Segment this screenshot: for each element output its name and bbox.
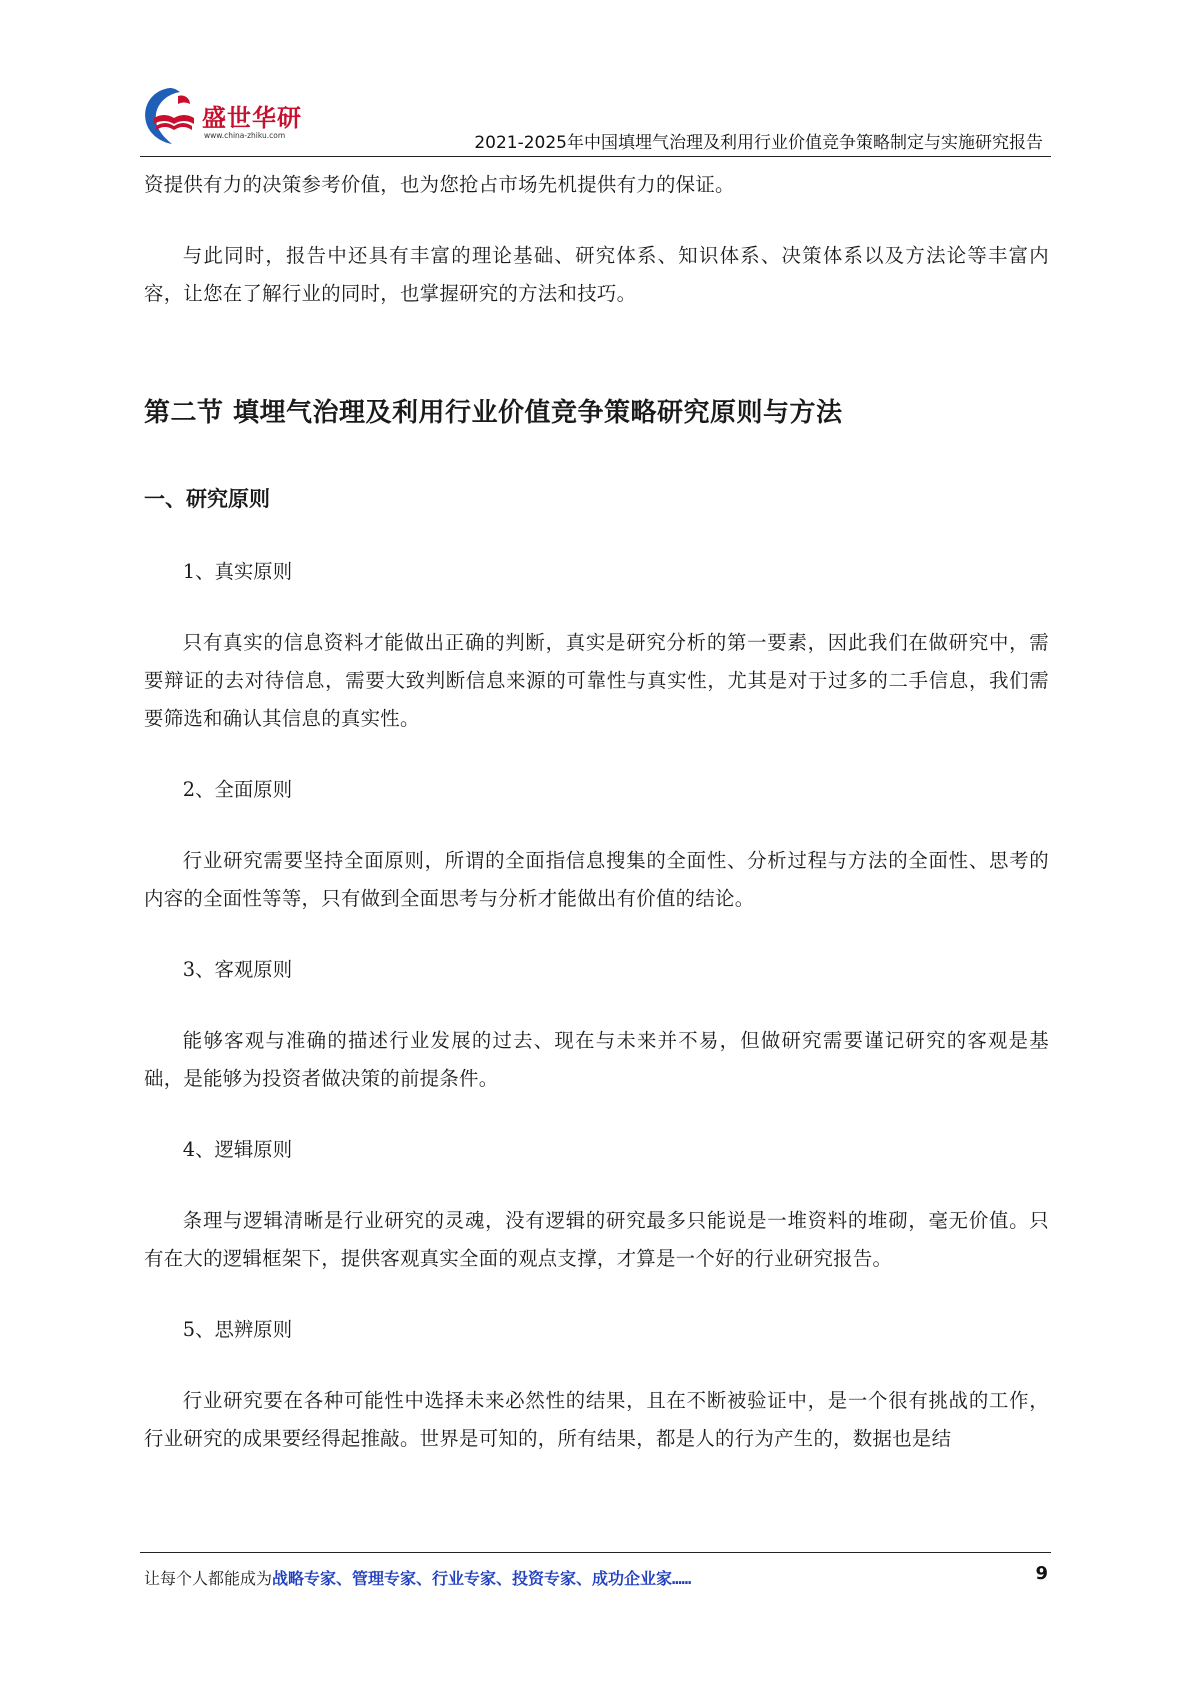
page-content	[144, 166, 1049, 1458]
logo-url: www.china-zhiku.com	[204, 131, 286, 140]
section-heading: 第二节 填埋气治理及利用行业价值竞争策略研究原则与方法	[144, 398, 843, 428]
book-swoosh-icon	[140, 84, 204, 148]
paragraph-continuation: 资提供有力的决策参考价值，也为您抢占市场先机提供有力的保证。	[144, 173, 735, 196]
principle-text: 只有真实的信息资料才能做出正确的判断，真实是研究分析的第一要素，因此我们在做研究中，需要辩证的去对待信息，需要大致判断信息来源的可靠性与真实性，尤其是对于过多的二手信息，我们需要筛选和确认其信息的真实性。	[144, 631, 1049, 730]
principle-title: 1、真实原则	[182, 560, 293, 583]
subsection-heading: 一、研究原则	[144, 487, 270, 511]
slogan-prefix: 让每个人都能成为	[144, 1569, 273, 1588]
company-logo	[140, 84, 310, 148]
principle-title: 4、逻辑原则	[182, 1138, 293, 1161]
header-divider	[140, 156, 1051, 157]
footer-divider	[140, 1552, 1051, 1553]
paragraph-meanwhile: 与此同时，报告中还具有丰富的理论基础、研究体系、知识体系、决策体系以及方法论等丰富内容，让您在了解行业的同时，也掌握研究的方法和技巧。	[144, 244, 1049, 305]
logo-name: 盛世华研	[202, 104, 302, 132]
slogan-highlight: 战略专家、管理专家、行业专家、投资专家、成功企业家……	[272, 1569, 692, 1588]
page-number: 9	[1035, 1563, 1048, 1584]
principle-text: 行业研究要在各种可能性中选择未来必然性的结果，且在不断被验证中，是一个很有挑战的工作，行业研究的成果要经得起推敲。世界是可知的，所有结果，都是人的行为产生的，数据也是结	[144, 1389, 1049, 1450]
principle-title: 5、思辨原则	[182, 1318, 293, 1341]
report-title: 2021-2025年中国填埋气治理及利用行业价值竞争策略制定与实施研究报告	[474, 133, 1043, 153]
principle-text: 行业研究需要坚持全面原则，所谓的全面指信息搜集的全面性、分析过程与方法的全面性、思考的内容的全面性等等，只有做到全面思考与分析才能做出有价值的结论。	[144, 849, 1049, 910]
principle-title: 3、客观原则	[182, 958, 293, 981]
principle-text: 条理与逻辑清晰是行业研究的灵魂，没有逻辑的研究最多只能说是一堆资料的堆砌，毫无价值。只有在大的逻辑框架下，提供客观真实全面的观点支撑，才算是一个好的行业研究报告。	[144, 1209, 1049, 1270]
footer-slogan	[144, 1566, 691, 1589]
principle-title: 2、全面原则	[182, 778, 293, 801]
principle-text: 能够客观与准确的描述行业发展的过去、现在与未来并不易，但做研究需要谨记研究的客观是基础，是能够为投资者做决策的前提条件。	[144, 1029, 1049, 1090]
